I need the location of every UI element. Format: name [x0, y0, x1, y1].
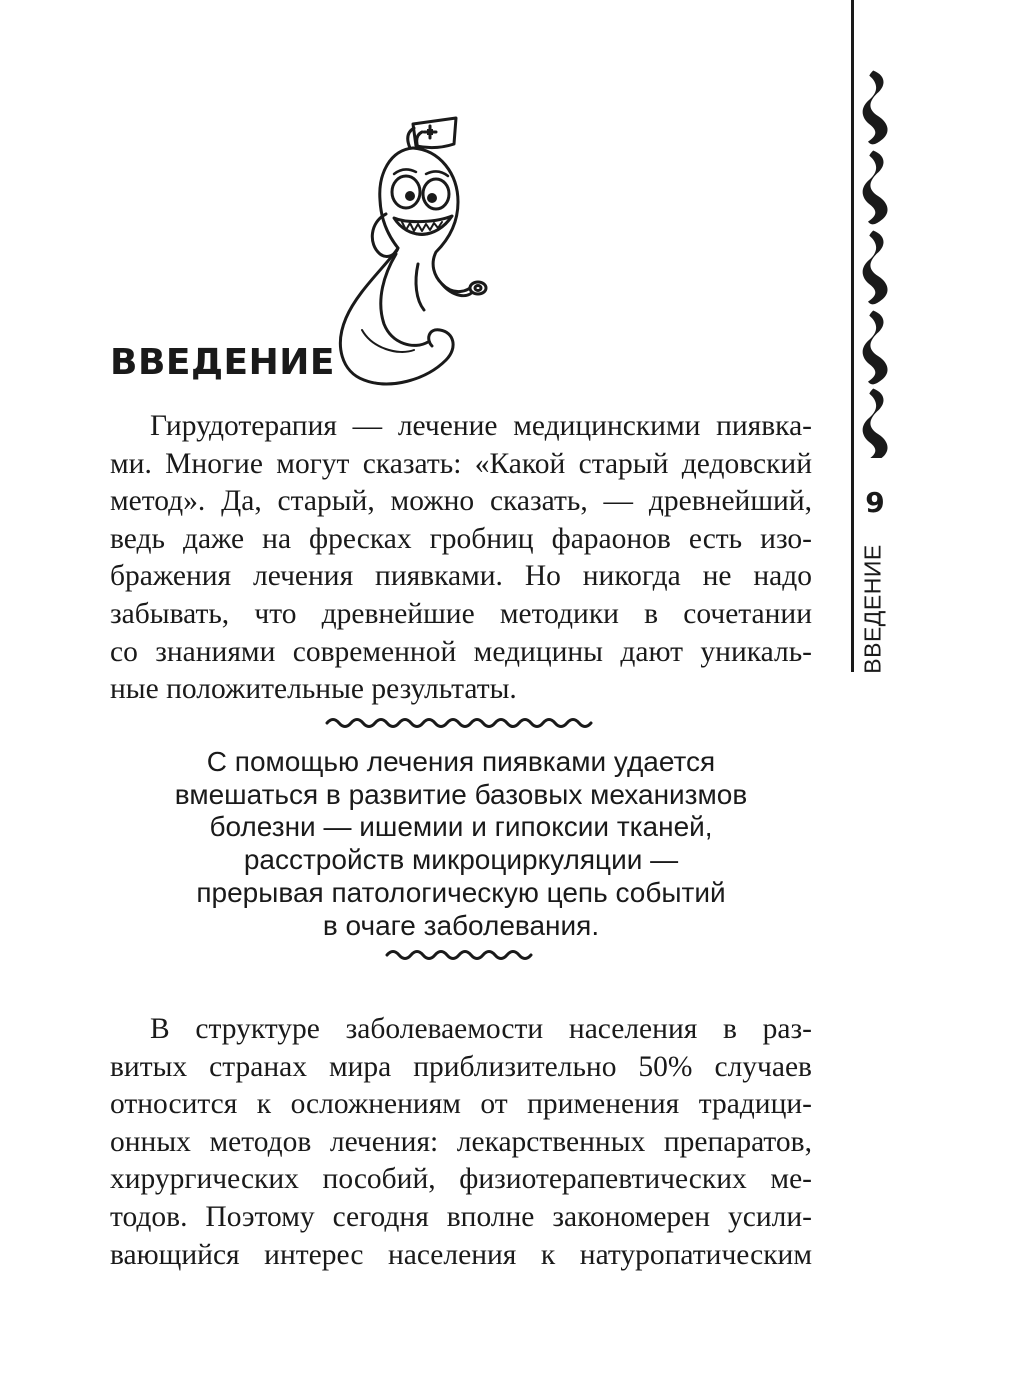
paragraph-line: ные положительные результаты. [110, 673, 517, 706]
leech-silhouette-icon [863, 311, 888, 385]
page-number: 9 [865, 486, 885, 519]
leech-mascot-illustration [318, 104, 498, 402]
paragraph-line: относится к осложнениям от применения традици- [110, 1088, 812, 1121]
leech-silhouette-icon [863, 231, 888, 305]
running-head [853, 544, 893, 674]
paragraph-line: Гирудотерапия — лечение медицинскими пиявка- [150, 410, 812, 442]
callout-box [110, 710, 812, 980]
paragraph-line: забывать, что древнейшие методики в сочетании [110, 597, 812, 630]
paragraph-line: ведь даже на фресках гробниц фараонов есть изо- [110, 522, 812, 555]
paragraph-line: метод». Да, старый, можно сказать, — древнейший, [110, 485, 812, 518]
paragraph-line: витых странах мира приблизительно 50% случаев [110, 1050, 812, 1083]
paragraph-line: бражения лечения пиявками. Но никогда не надо [110, 560, 812, 593]
callout-line: в очаге заболевания. [322, 909, 600, 941]
callout-line: расстройств микроциркуляции — [243, 844, 679, 876]
paragraph-line: онных методов лечения: лекарственных препаратов, [110, 1125, 812, 1158]
paragraph-line: хирургических пособий, физиотерапевтических ме- [110, 1163, 812, 1196]
leech-silhouette-icon [863, 71, 888, 145]
paragraph-line: вающийся интерес населения к натуропатическим [110, 1238, 812, 1271]
callout-line: прерывая патологическую цепь событий [196, 876, 726, 908]
callout-line: вмешаться в развитие базовых механизмов [174, 778, 748, 810]
paragraph-line: тодов. Поэтому сегодня вполне закономерен усили- [110, 1200, 812, 1233]
paragraph-line: ми. Многие могут сказать: «Какой старый дедовский [110, 447, 812, 480]
body-paragraph [110, 1011, 812, 1274]
callout-line: С помощью лечения пиявками удается [206, 746, 716, 777]
chapter-title: ВВЕДЕНИЕ [110, 342, 335, 383]
callout-line: болезни — ишемии и гипоксии тканей, [209, 811, 713, 843]
leech-silhouette-icon [863, 389, 888, 458]
paragraph-line: со знаниями современной медицины дают уникаль- [110, 635, 812, 668]
wavy-line-divider [110, 942, 812, 972]
leech-silhouette-icon [863, 151, 888, 225]
running-head-label: ВВЕДЕНИЕ [859, 544, 886, 674]
paragraph-line: В структуре заболеваемости населения в раз- [150, 1013, 812, 1045]
wavy-line-divider [110, 710, 812, 740]
leech-ornament-column [852, 68, 892, 458]
intro-paragraph [110, 408, 812, 709]
callout-text [110, 746, 812, 942]
